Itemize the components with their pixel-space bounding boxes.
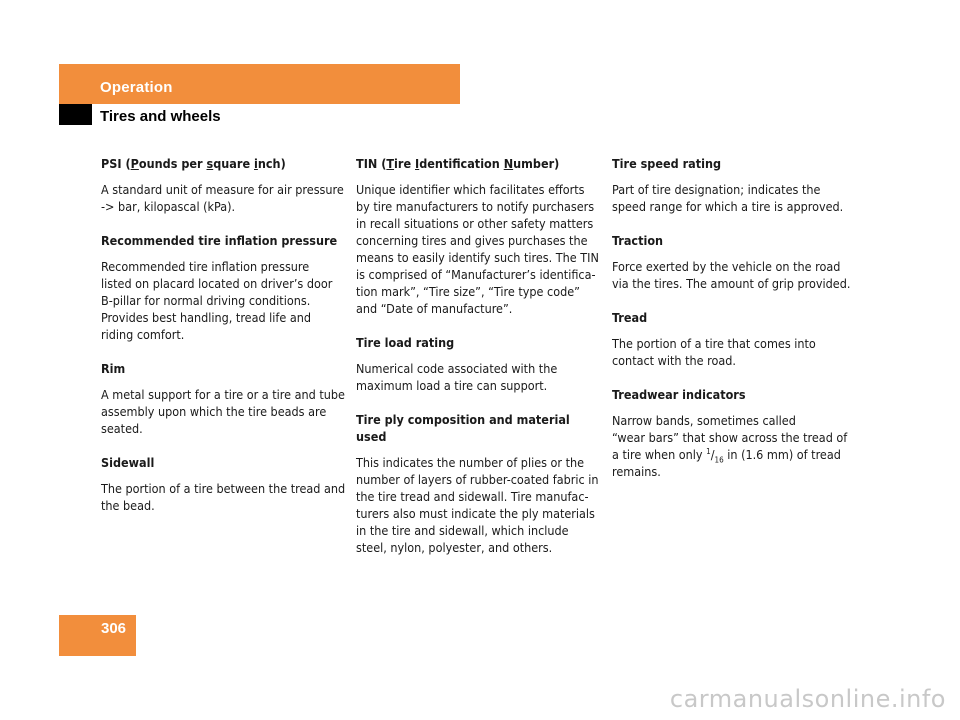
glossary-term: Rim [101,361,126,376]
glossary-definition: Unique identifier which facilitates efforts by tire manufacturers to notify purchasers in recall situations or other safety matters concerning tires and gives purchases the means to easily identify such tires. The TIN is comprised of “Manufacturer’s identifica- tion mark”, “Tire size”, “Tire type code” and “Date of manufacture”. [356,182,599,316]
glossary-entry-treadwear-indicators [612,386,857,480]
glossary-definition: A metal support for a tire or a tire and tube assembly upon which the tire beads are seated. [101,387,345,436]
glossary-term: Traction [612,233,664,248]
glossary-definition: Force exerted by the vehicle on the road via the tires. The amount of grip provided. [612,259,851,291]
glossary-entry-tread [612,309,857,369]
glossary-definition: Recommended tire inflation pressure listed on placard located on driver’s door B-pillar for normal driving conditions. Provides best handling, tread life and riding comfort. [101,259,333,342]
section-title: Operation [100,79,173,96]
glossary-entry-traction [612,232,857,292]
glossary-definition: Part of tire designation; indicates the speed range for which a tire is approved. [612,182,844,214]
glossary-definition: This indicates the number of plies or the number of layers of rubber-coated fabric in the tire tread and sidewall. Tire manufac- turers also must indicate the ply materials in the tire and sidewall, which include steel, nylon, polyester, and others. [356,455,599,555]
glossary-column-2 [356,155,601,573]
fraction-denominator: 16 [714,455,724,465]
glossary-entry-speed-rating [612,155,857,215]
glossary-column-1 [101,155,346,531]
glossary-term: Tread [612,310,648,325]
glossary-entry-ply-composition [356,411,601,556]
glossary-column-3 [612,155,857,497]
glossary-term: Tire ply composition and material used [356,412,570,444]
glossary-term: TIN (Tire Identifcation Number) [356,156,560,171]
glossary-entry-recommended-pressure [101,232,346,343]
definition-text-part: in (1.6 mm) of tread remains. [612,447,841,479]
glossary-term: Tire speed rating [612,156,722,171]
glossary-definition: Numerical code associated with the maximum load a tire can support. [356,361,558,393]
glossary-entry-rim [101,360,346,437]
glossary-entry-load-rating [356,334,601,394]
glossary-entry-sidewall [101,454,346,514]
glossary-definition: Narrow bands, sometimes called “wear bars” that show across the tread of a tire when only $^1/_{16}$ in (1.6 mm) of tread remains. [612,413,848,479]
glossary-definition: The portion of a tire between the tread and the bead. [101,481,346,513]
subsection-title: Tires and wheels [100,108,221,125]
glossary-entry-psi [101,155,346,215]
glossary-term: Treadwear indicators [612,387,746,402]
definition-text-part: Narrow bands, sometimes called “wear bars” that show across the tread of a tire when only [612,413,848,462]
glossary-term: Sidewall [101,455,155,470]
glossary-term: Tire load rating [356,335,455,350]
glossary-definition: The portion of a tire that comes into contact with the road. [612,336,816,368]
glossary-entry-tin [356,155,601,317]
glossary-term: Recommended tire inflation pressure [101,233,338,248]
watermark: carmanualsonline.info [669,685,946,713]
fraction-numerator: 1 [706,446,711,456]
glossary-definition: A standard unit of measure for air pressure -> bar, kilopascal (kPa). [101,182,344,214]
page-number: 306 [101,620,127,637]
glossary-term: PSI (Pounds per square inch) [101,156,286,171]
subsection-marker [59,104,92,125]
